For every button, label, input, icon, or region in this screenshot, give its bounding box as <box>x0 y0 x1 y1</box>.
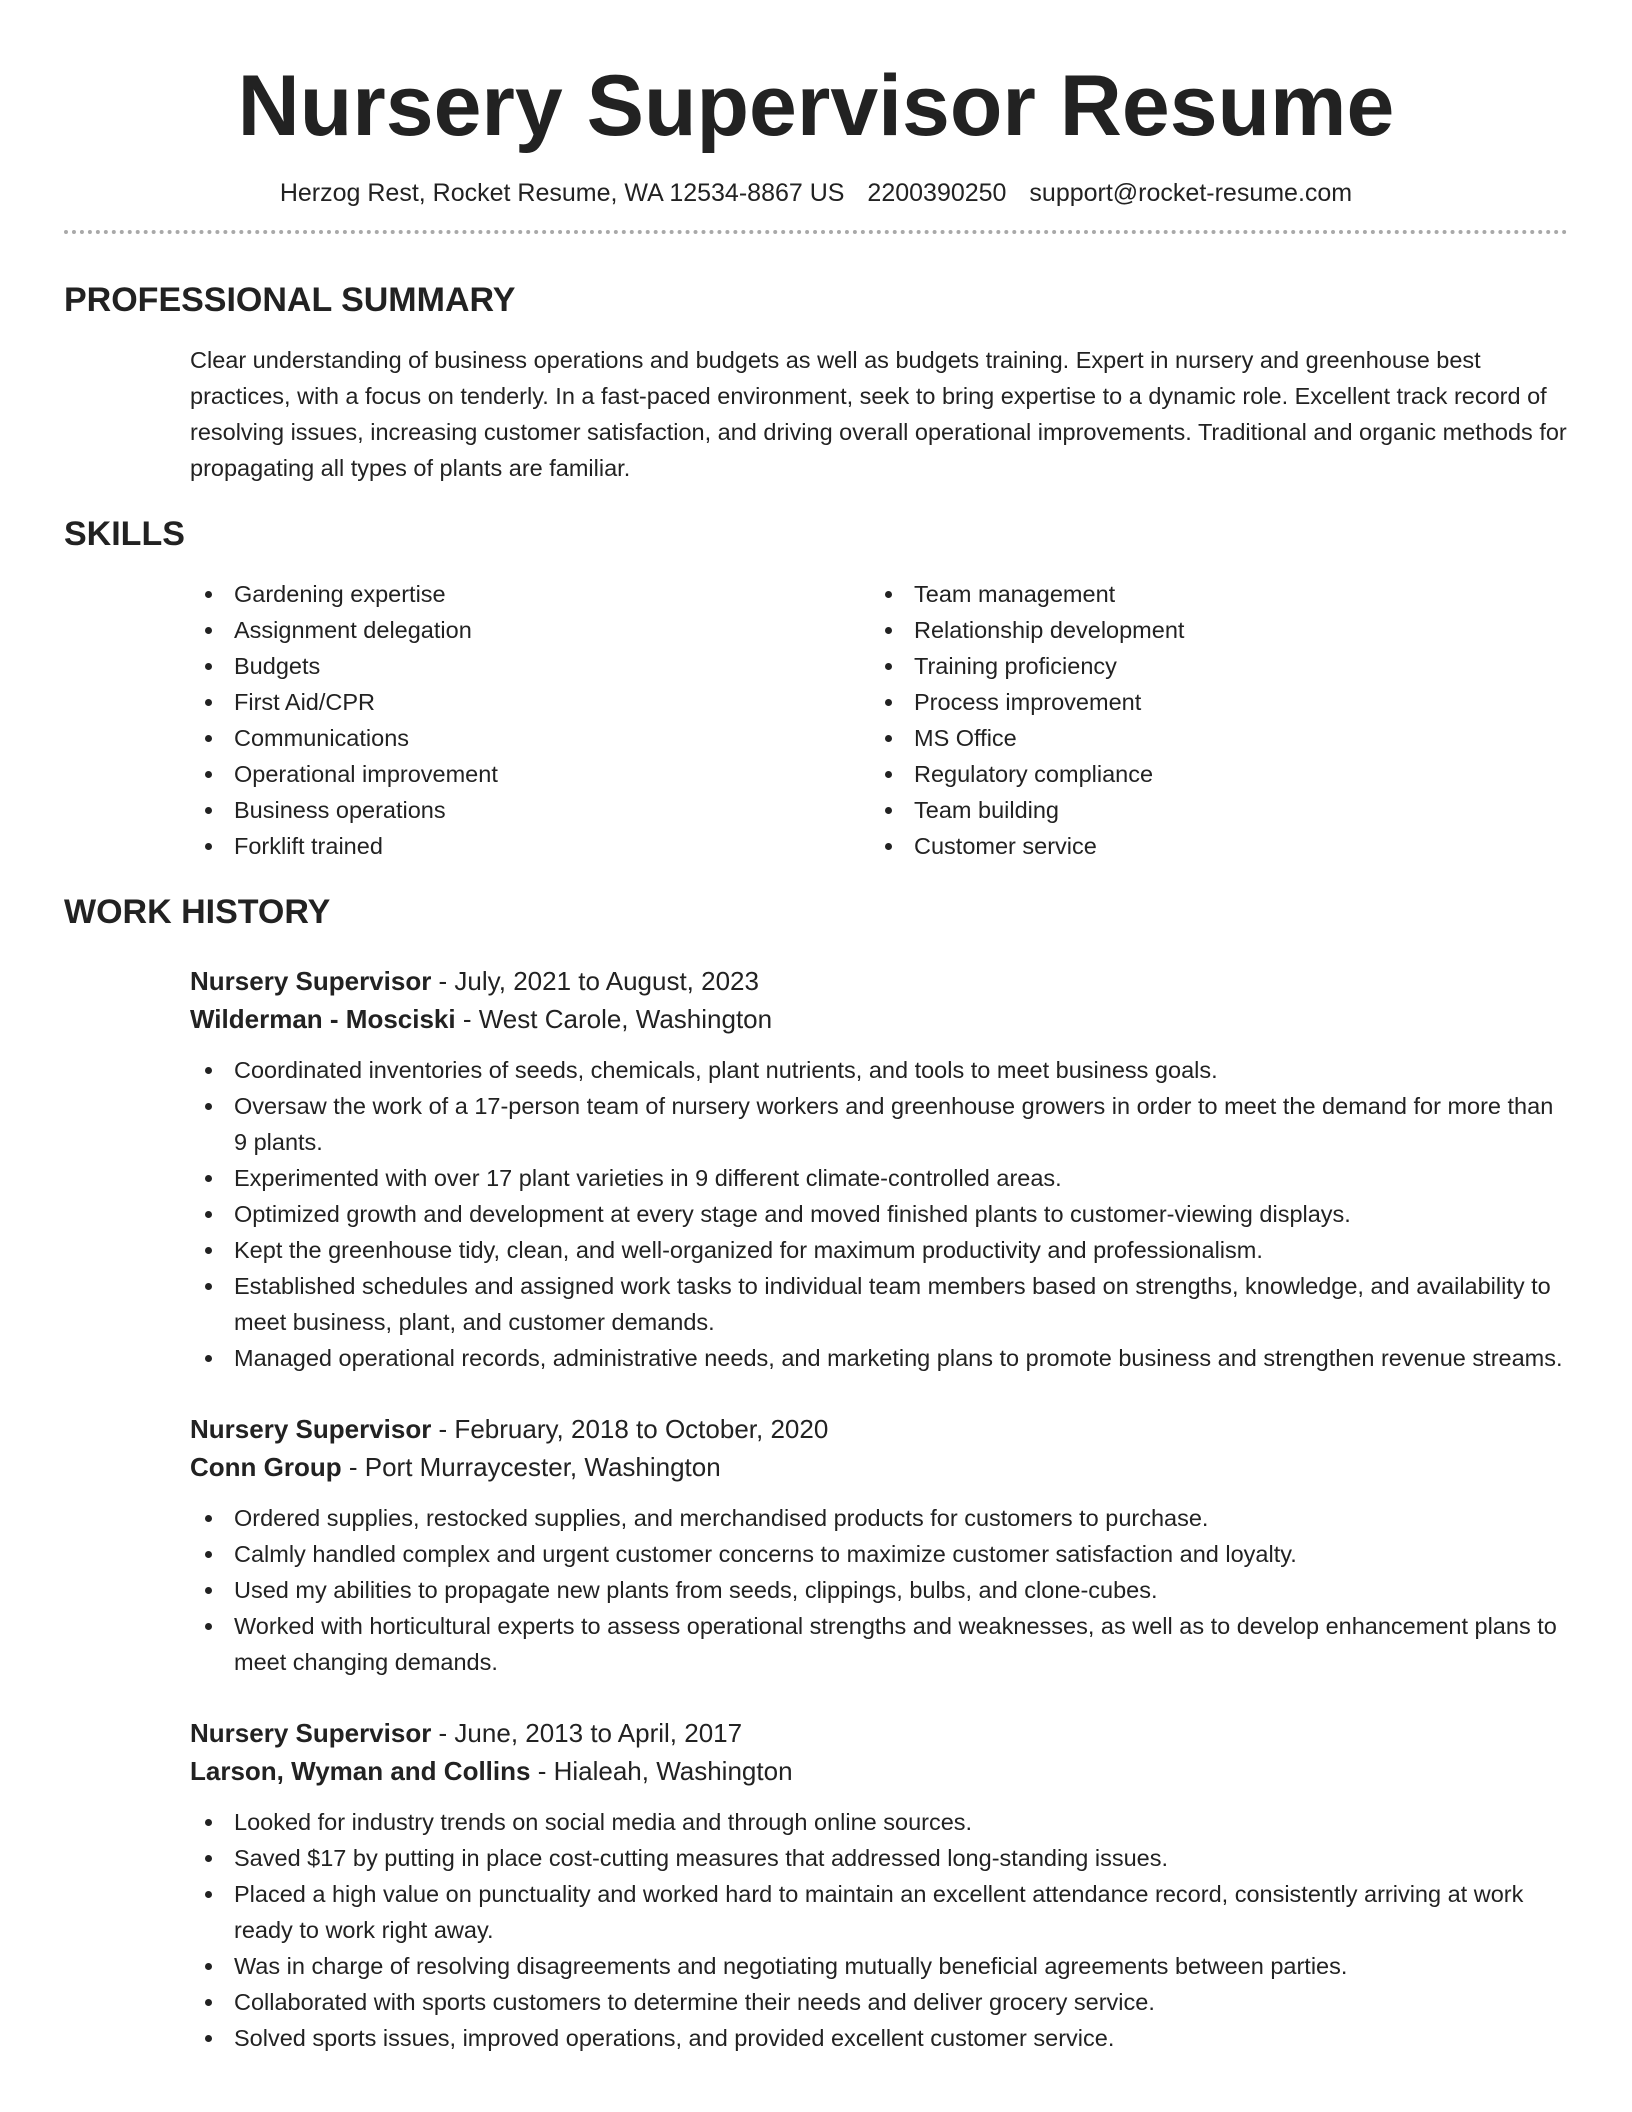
skill-item: Operational improvement <box>190 756 870 792</box>
job-bullet: Calmly handled complex and urgent customer concerns to maximize customer satisfaction and loyalty. <box>190 1536 1568 1572</box>
contact-email: support@rocket-resume.com <box>1029 179 1353 207</box>
job-entry <box>190 1410 1568 1680</box>
skills-heading: SKILLS <box>64 515 185 553</box>
job-location: - Hialeah, Washington <box>530 1756 793 1786</box>
job-company: Larson, Wyman and Collins <box>190 1756 531 1786</box>
job-title-line <box>190 1410 1568 1448</box>
job-bullet: Looked for industry trends on social media and through online sources. <box>190 1804 1568 1840</box>
job-location: - West Carole, Washington <box>455 1004 773 1034</box>
job-bullet: Oversaw the work of a 17-person team of nursery workers and greenhouse growers in order to meet the demand for more than 9 plants. <box>190 1088 1568 1160</box>
job-bullets <box>190 1052 1568 1376</box>
work-history-heading: WORK HISTORY <box>64 893 331 931</box>
job-company-line <box>190 1448 1568 1486</box>
skill-item: Communications <box>190 720 870 756</box>
job-dates: - February, 2018 to October, 2020 <box>431 1414 829 1444</box>
job-bullet: Worked with horticultural experts to assess operational strengths and weaknesses, as well as to develop enhancement plans to meet changing demands. <box>190 1608 1568 1680</box>
job-dates: - June, 2013 to April, 2017 <box>431 1718 743 1748</box>
job-bullet: Managed operational records, administrative needs, and marketing plans to promote business and strengthen revenue streams. <box>190 1340 1568 1376</box>
job-bullet: Was in charge of resolving disagreements and negotiating mutually beneficial agreements between parties. <box>190 1948 1568 1984</box>
skills-list-left <box>190 576 870 864</box>
job-title-line <box>190 1714 1568 1752</box>
skill-item: Regulatory compliance <box>870 756 1550 792</box>
job-bullet: Coordinated inventories of seeds, chemicals, plant nutrients, and tools to meet business goals. <box>190 1052 1568 1088</box>
job-bullet: Ordered supplies, restocked supplies, and merchandised products for customers to purchase. <box>190 1500 1568 1536</box>
job-bullet: Used my abilities to propagate new plants from seeds, clippings, bulbs, and clone-cubes. <box>190 1572 1568 1608</box>
job-bullet: Experimented with over 17 plant varieties in 9 different climate-controlled areas. <box>190 1160 1568 1196</box>
summary-heading: PROFESSIONAL SUMMARY <box>64 281 516 319</box>
skill-item: Customer service <box>870 828 1550 864</box>
skill-item: Forklift trained <box>190 828 870 864</box>
job-bullet: Optimized growth and development at every stage and moved finished plants to customer-viewing displays. <box>190 1196 1568 1232</box>
contact-address: Herzog Rest, Rocket Resume, WA 12534-8867 US <box>279 179 845 207</box>
job-company: Wilderman - Mosciski <box>190 1004 456 1034</box>
skills-list-right <box>870 576 1550 864</box>
summary-text: Clear understanding of business operations and budgets as well as budgets training. Expert in nursery and greenhouse best practices, with a focus on tenderly. In a fast-paced environment, seek to bring expertise to a dynamic role. Excellent track record of resolving issues, increasing customer satisfaction, and driving overall operational improvements. Traditional and organic methods for propagating all types of plants are familiar. <box>190 347 1567 481</box>
job-bullet: Saved $17 by putting in place cost-cutting measures that addressed long-standing issues. <box>190 1840 1568 1876</box>
job-company: Conn Group <box>190 1452 342 1482</box>
resume-title: Nursery Supervisor Resume <box>237 58 1395 154</box>
job-bullet: Solved sports issues, improved operations, and provided excellent customer service. <box>190 2020 1568 2056</box>
job-bullets <box>190 1500 1568 1680</box>
job-bullet: Placed a high value on punctuality and worked hard to maintain an excellent attendance record, consistently arriving at work ready to work right away. <box>190 1876 1568 1948</box>
job-title: Nursery Supervisor <box>190 1718 432 1748</box>
skill-item: Team management <box>870 576 1550 612</box>
skill-item: Team building <box>870 792 1550 828</box>
skill-item: Budgets <box>190 648 870 684</box>
skill-item: Training proficiency <box>870 648 1550 684</box>
job-title-line <box>190 962 1568 1000</box>
resume-page <box>64 0 1568 2056</box>
job-entry <box>190 1714 1568 2056</box>
job-bullet: Established schedules and assigned work tasks to individual team members based on strengths, knowledge, and availability to meet business, plant, and customer demands. <box>190 1268 1568 1340</box>
skills-grid <box>190 576 1568 864</box>
job-company-line <box>190 1000 1568 1038</box>
skill-item: Assignment delegation <box>190 612 870 648</box>
job-bullet: Kept the greenhouse tidy, clean, and well-organized for maximum productivity and professionalism. <box>190 1232 1568 1268</box>
job-bullets <box>190 1804 1568 2056</box>
skill-item: Relationship development <box>870 612 1550 648</box>
skill-item: MS Office <box>870 720 1550 756</box>
skill-item: Gardening expertise <box>190 576 870 612</box>
job-dates: - July, 2021 to August, 2023 <box>431 966 759 996</box>
header-divider <box>64 230 1568 234</box>
contact-phone: 2200390250 <box>867 179 1007 207</box>
job-entry <box>190 962 1568 1376</box>
job-title: Nursery Supervisor <box>190 1414 432 1444</box>
skill-item: Business operations <box>190 792 870 828</box>
job-location: - Port Murraycester, Washington <box>341 1452 721 1482</box>
job-company-line <box>190 1752 1568 1790</box>
job-bullet: Collaborated with sports customers to determine their needs and deliver grocery service. <box>190 1984 1568 2020</box>
skill-item: First Aid/CPR <box>190 684 870 720</box>
contact-line <box>64 176 1568 210</box>
skill-item: Process improvement <box>870 684 1550 720</box>
job-title: Nursery Supervisor <box>190 966 432 996</box>
